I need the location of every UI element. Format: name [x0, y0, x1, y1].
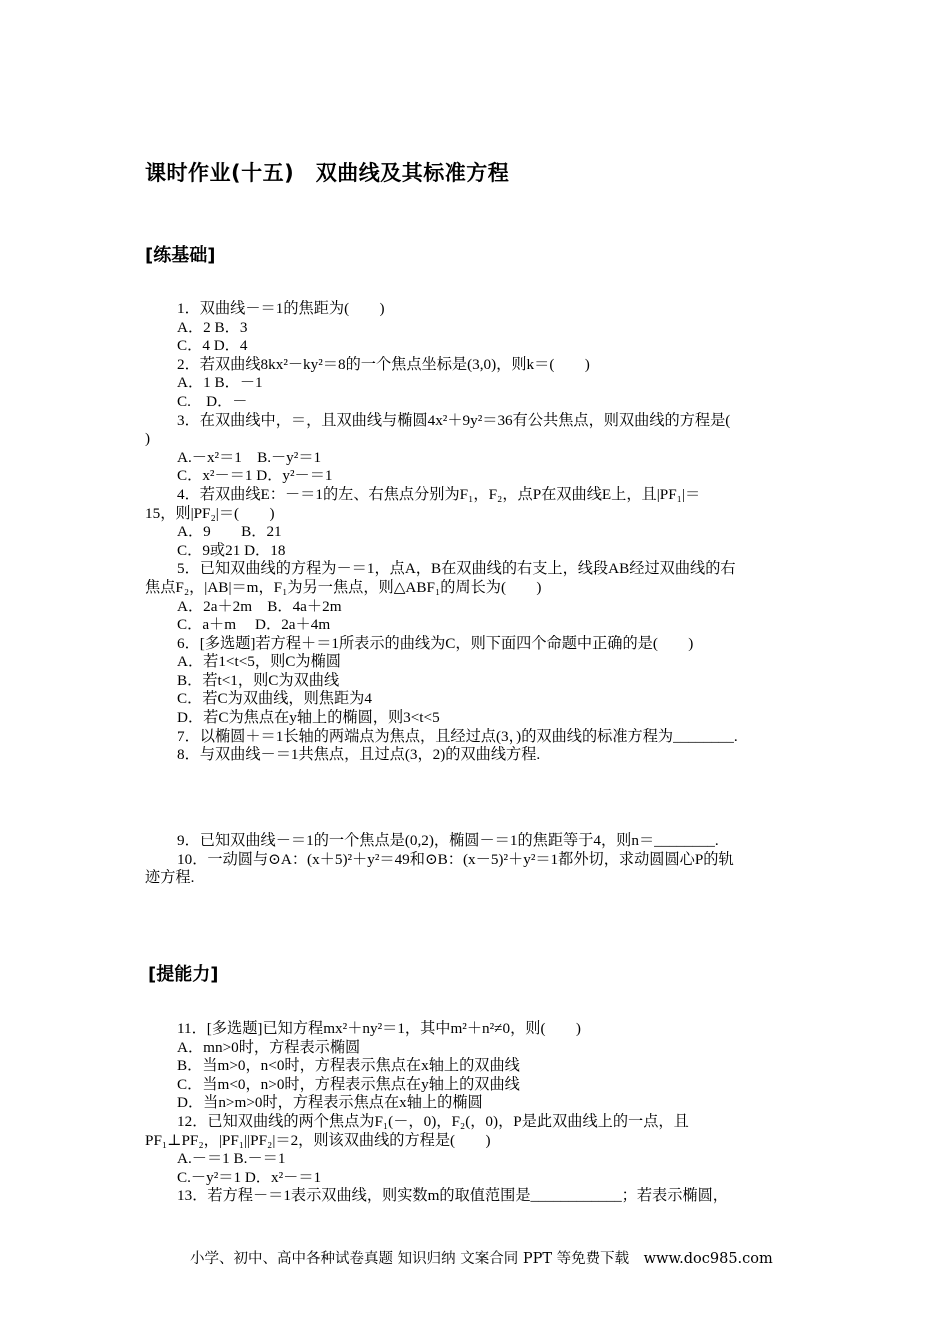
text-line: B．当m>0，n<0时，方程表示焦点在x轴上的双曲线: [177, 1057, 520, 1075]
text-line: 1．双曲线－＝1的焦距为( ): [177, 300, 385, 317]
text-line: D．若C为焦点在y轴上的椭圆，则3<t<5: [177, 709, 440, 727]
text-line: A．若1<t<5，则C为椭圆: [177, 653, 341, 671]
text-line: C．4 D．4: [177, 337, 248, 355]
text-line: A．2 B．3: [177, 318, 248, 336]
text-line: A.－x²＝1 B.－y²＝1: [177, 448, 322, 466]
page-title: 课时作业(十五) 双曲线及其标准方程: [145, 161, 510, 185]
text-line: 11．[多选题]已知方程mx²＋ny²＝1，其中m²＋n²≠0，则( ): [177, 1020, 581, 1037]
page-footer: 小学、初中、高中各种试卷真题 知识归纳 文案合同 PPT 等免费下载 www.doc985.com: [190, 1251, 773, 1267]
text-line: B．若t<1，则C为双曲线: [177, 671, 340, 689]
text-line: 10．一动圆与⊙A：(x＋5)²＋y²＝49和⊙B：(x－5)²＋y²＝1都外切，求动圆圆心P的轨: [177, 850, 734, 868]
text-line: 5．已知双曲线的方程为－＝1，点A，B在双曲线的右支上，线段AB经过双曲线的右: [177, 560, 736, 578]
text-line: 3．在双曲线中，＝，且双曲线与椭圆4x²＋9y²＝36有公共焦点，则双曲线的方程是(: [177, 411, 731, 429]
text-line: PF₁⊥PF₂，|PF₁||PF₂|＝2，则该双曲线的方程是( ): [145, 1131, 491, 1149]
question-block-advanced: [145, 1020, 810, 1206]
text-line: 迹方程.: [145, 869, 195, 887]
text-line: 7．以椭圆＋＝1长轴的两端点为焦点，且经过点(3，)的双曲线的标准方程为________.: [177, 727, 738, 745]
text-line: D．当n>m>0时，方程表示焦点在x轴上的椭圆: [177, 1094, 483, 1112]
section-heading-basic: [练基础]: [145, 245, 216, 266]
text-line: A.－＝1 B.－＝1: [177, 1150, 286, 1168]
text-line: A．mn>0时，方程表示椭圆: [177, 1038, 361, 1056]
text-line: C．x²－＝1 D．y²－＝1: [177, 467, 333, 485]
text-line: A．9 B．21: [177, 523, 282, 541]
text-line: C．a＋m D．2a＋4m: [177, 616, 331, 634]
text-line: ): [145, 430, 151, 448]
text-line: 13．若方程－＝1表示双曲线，则实数m的取值范围是____________；若表示椭圆，: [177, 1187, 728, 1205]
question-block-basic-2: [145, 832, 810, 888]
text-line: C．若C为双曲线，则焦距为4: [177, 690, 372, 708]
text-line: C.－y²＝1 D．x²－＝1: [177, 1168, 322, 1186]
text-line: 6．[多选题]若方程＋＝1所表示的曲线为C，则下面四个命题中正确的是( ): [177, 634, 694, 652]
text-line: 2．若双曲线8kx²－ky²＝8的一个焦点坐标是(3,0)，则k＝( ): [177, 355, 590, 373]
text-line: C．9或21 D．18: [177, 541, 286, 559]
section-heading-advanced: [提能力]: [148, 964, 219, 985]
text-line: A．2a＋2m B．4a＋2m: [177, 597, 342, 615]
text-line: C．当m<0，n>0时，方程表示焦点在y轴上的双曲线: [177, 1075, 520, 1093]
text-line: C. D．－: [177, 392, 248, 410]
text-line: A．1 B．－1: [177, 374, 263, 392]
text-line: 12．已知双曲线的两个焦点为F₁(－，0)，F₂(，0)，P是此双曲线上的一点，且: [177, 1112, 689, 1130]
text-line: 15，则|PF₂|＝( ): [145, 504, 275, 522]
question-block-basic: [145, 300, 810, 765]
text-line: 焦点F₂，|AB|＝m，F₁为另一焦点，则△ABF₁的周长为( ): [145, 578, 542, 596]
text-line: 4．若双曲线E：－＝1的左、右焦点分别为F₁，F₂，点P在双曲线E上，且|PF₁|＝: [177, 485, 701, 503]
text-line: 8．与双曲线－＝1共焦点，且过点(3，2)的双曲线方程.: [177, 746, 541, 764]
text-line: 9．已知双曲线－＝1的一个焦点是(0,2)，椭圆－＝1的焦距等于4，则n＝________.: [177, 832, 719, 849]
